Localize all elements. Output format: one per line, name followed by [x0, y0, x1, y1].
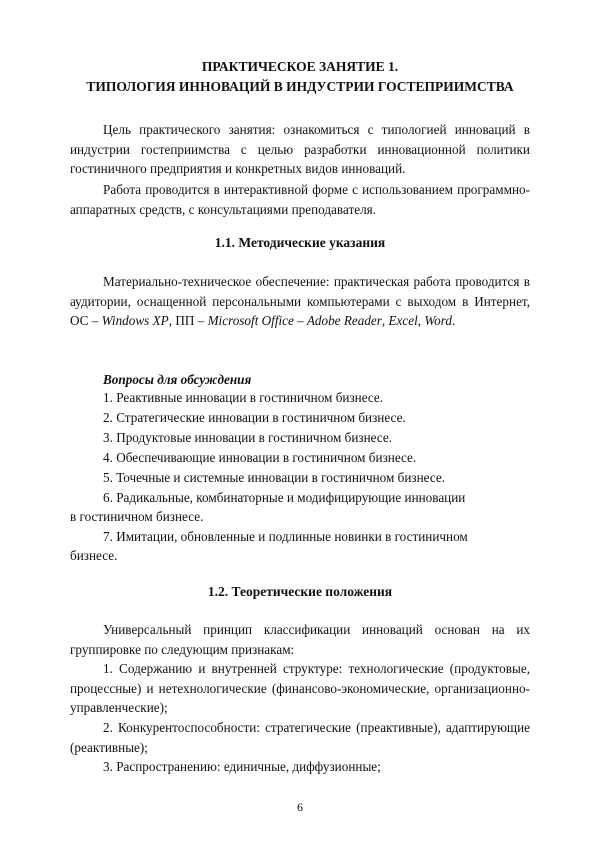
comma-separator: ,: [381, 313, 389, 328]
question-item: 5. Точечные и системные инновации в гостиничном бизнесе.: [103, 470, 446, 485]
section-heading-1-1: 1.1. Методические указания: [214, 235, 386, 250]
classification-item-3: 3. Распространению: единичные, диффузионные;: [103, 759, 381, 774]
page-number: 6: [297, 800, 303, 814]
question-item: 3. Продуктовые инновации в гостиничном бизнесе.: [103, 430, 392, 445]
software-excel: Excel: [388, 313, 418, 328]
classification-item-2: 2. Конкурентоспособности: стратегические (преактивные), адаптирующие (реактивные);: [70, 720, 530, 755]
document-page: [70, 0, 530, 849]
material-paragraph: [70, 272, 530, 331]
period: .: [451, 313, 456, 328]
question-item: 2. Стратегические инновации в гостиничном бизнесе.: [103, 410, 406, 425]
question-item: 6. Радикальные, комбинаторные и модифицирующие инновации: [103, 490, 466, 505]
software-word: Word: [424, 313, 452, 328]
page-title-line2: ТИПОЛОГИЯ ИННОВАЦИЙ В ИНДУСТРИИ ГОСТЕПРИИМСТВА: [86, 79, 514, 94]
comma-separator-2: ,: [417, 313, 425, 328]
section-heading-1-2: 1.2. Теоретические положения: [207, 584, 393, 599]
material-text: Материально-техническое обеспечение: практическая работа проводится в аудитории, оснащенной персональными компьютерами с выходом в Интернет, ОС –: [70, 274, 530, 328]
question-item: 1. Реактивные инновации в гостиничном бизнесе.: [103, 390, 384, 405]
questions-heading: Вопросы для обсуждения: [103, 372, 252, 387]
software-office: Microsoft Office: [207, 313, 294, 328]
page-title-line1: ПРАКТИЧЕСКОЕ ЗАНЯТИЕ 1.: [201, 59, 399, 74]
os-name: Windows XP: [101, 313, 169, 328]
goal-paragraph: Цель практического занятия: ознакомиться с типологией инноваций в индустрии гостеприимства с целью разработки инновационной политики гостиничного предприятия и конкретных видов инноваций.: [70, 122, 530, 176]
question-item-continuation: бизнесе.: [70, 548, 118, 563]
pp-separator: , ПП –: [168, 313, 208, 328]
dash-separator: –: [293, 313, 307, 328]
question-item: 7. Имитации, обновленные и подлинные новинки в гостиничном: [103, 529, 468, 544]
software-reader: Adobe Reader: [306, 313, 382, 328]
format-paragraph: Работа проводится в интерактивной форме с использованием программно-аппаратных средств, с консультациями преподавателя.: [70, 182, 530, 217]
question-item: 4. Обеспечивающие инновации в гостиничном бизнесе.: [103, 450, 417, 465]
question-item-continuation: в гостиничном бизнесе.: [70, 509, 204, 524]
classification-item-1: 1. Содержанию и внутренней структуре: технологические (продуктовые, процессные) и нетехнологические (финансово-экономические, организационно-управленческие);: [70, 661, 530, 715]
classification-intro: Универсальный принцип классификации инноваций основан на их группировке по следующим признакам:: [70, 622, 530, 657]
